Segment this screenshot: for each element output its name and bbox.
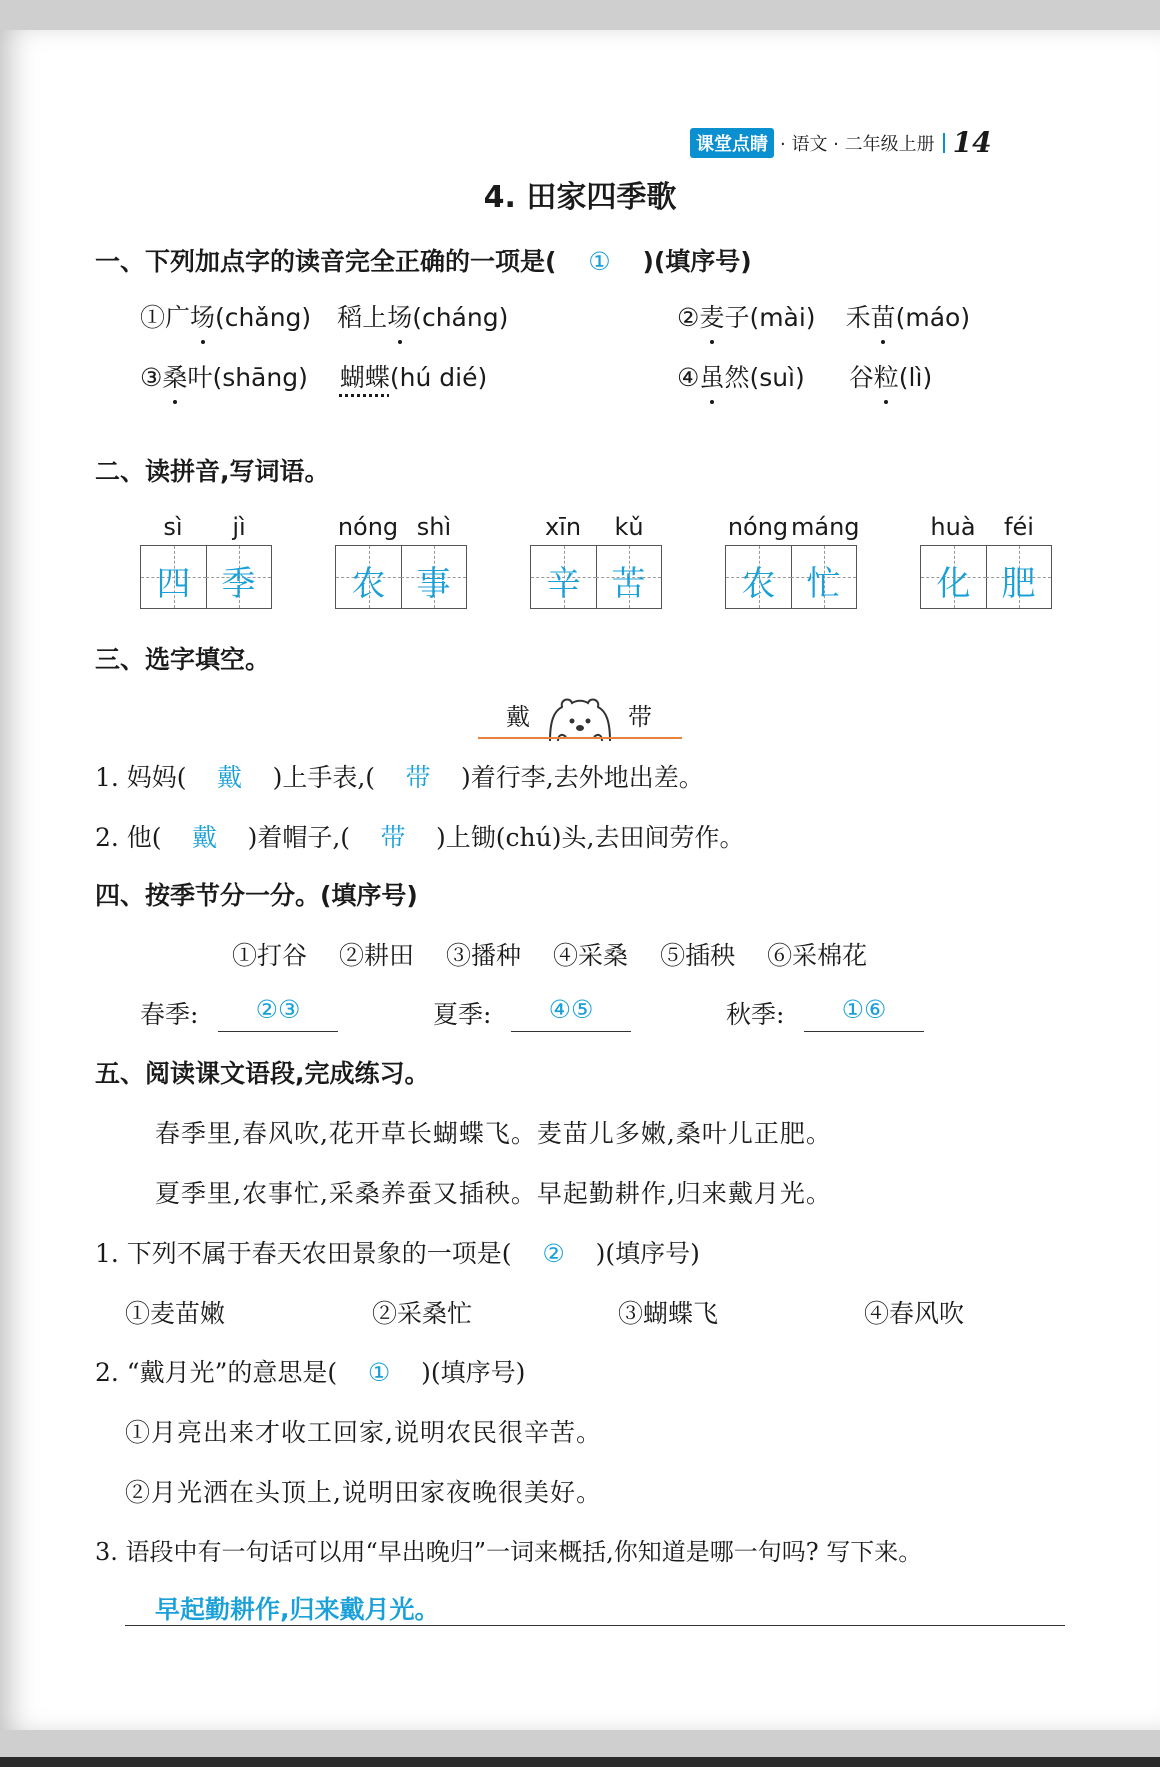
option-pinyin: (chǎng) bbox=[215, 303, 312, 332]
written-character: 辛 bbox=[546, 564, 581, 604]
option-text: 禾 bbox=[845, 303, 871, 332]
q4-heading: 四、按季节分一分。(填序号) bbox=[95, 881, 418, 910]
q5-sub2-opt-1: ①月亮出来才收工回家,说明农民很辛苦。 bbox=[125, 1418, 602, 1447]
season-item: ①打谷 bbox=[232, 941, 308, 970]
option-pinyin: 然(suì) bbox=[724, 363, 805, 392]
pinyin-2: jì bbox=[232, 513, 246, 541]
season-item: ⑥采棉花 bbox=[767, 941, 868, 970]
bottom-edge bbox=[0, 1757, 1160, 1767]
worksheet-page bbox=[0, 30, 1160, 1730]
season-item: ②耕田 bbox=[339, 941, 415, 970]
tianzige-box bbox=[530, 545, 662, 609]
q1-heading bbox=[95, 242, 752, 278]
pinyin-1: nóng bbox=[337, 513, 399, 541]
dotted-char: 虽 bbox=[699, 358, 724, 394]
pinyin-2: féi bbox=[1004, 513, 1034, 541]
q5-sub1-opt-4: ④春风吹 bbox=[864, 1299, 965, 1328]
written-character: 忙 bbox=[806, 564, 841, 604]
banner-underline bbox=[478, 737, 682, 739]
grid-cell bbox=[986, 546, 1051, 608]
option-pinyin: (máo) bbox=[895, 303, 971, 332]
answer-line bbox=[125, 1625, 1065, 1626]
sub-question: 2. “戴月光”的意思是( bbox=[95, 1358, 338, 1387]
grid-cell bbox=[206, 546, 271, 608]
tianzige-box bbox=[140, 545, 272, 609]
choice-2: 带 bbox=[628, 703, 652, 731]
option-number: ③ bbox=[140, 363, 163, 392]
q5-sub1-opt-3: ③蝴蝶飞 bbox=[618, 1299, 719, 1328]
option-pinyin: (hú dié) bbox=[389, 363, 488, 392]
written-character: 苦 bbox=[611, 564, 646, 604]
choice-1: 戴 bbox=[506, 703, 530, 731]
pinyin-2: máng bbox=[791, 513, 860, 541]
sub-question-end: )(填序号) bbox=[595, 1239, 700, 1268]
page-number: 14 bbox=[952, 126, 992, 159]
subject-label: · 语文 · 二年级上册 bbox=[780, 133, 935, 155]
q1-option-2 bbox=[677, 298, 970, 334]
q1-option-4 bbox=[677, 358, 932, 394]
season-item: ⑤插秧 bbox=[660, 941, 736, 970]
written-character: 化 bbox=[936, 564, 971, 604]
spring-label: 春季: bbox=[140, 1000, 199, 1029]
grid-cell bbox=[921, 546, 987, 608]
summer-blank bbox=[511, 1031, 631, 1032]
option-pinyin: 子(mài) bbox=[724, 303, 816, 332]
dotted-char: 蝴蝶 bbox=[339, 363, 390, 392]
q1-option-3 bbox=[140, 358, 487, 394]
written-character: 事 bbox=[416, 564, 451, 604]
q5-sub3-answer: 早起勤耕作,归来戴月光。 bbox=[155, 1595, 440, 1624]
grid-cell bbox=[141, 546, 207, 608]
page-header bbox=[690, 126, 992, 159]
brand-badge: 课堂点睛 bbox=[690, 128, 774, 158]
option-pinyin: (cháng) bbox=[412, 303, 509, 332]
spring-blank bbox=[218, 1031, 338, 1032]
q1-prompt: 一、下列加点字的读音完全正确的一项是( bbox=[95, 247, 557, 276]
written-character: 季 bbox=[221, 564, 256, 604]
line-text: )着帽子,( bbox=[247, 823, 351, 852]
sub-question-end: )(填序号) bbox=[421, 1358, 526, 1387]
sub2-answer: ① bbox=[367, 1358, 391, 1387]
season-item: ③播种 bbox=[446, 941, 522, 970]
bear-icon bbox=[544, 693, 616, 741]
q5-sub1-opt-2: ②采桑忙 bbox=[372, 1299, 473, 1328]
line-text: )着行李,去外地出差。 bbox=[461, 763, 704, 792]
q5-sub2-opt-2: ②月光洒在头顶上,说明田家夜晚很美好。 bbox=[125, 1478, 602, 1507]
q1-prompt-end: )(填序号) bbox=[642, 247, 752, 276]
season-item: ④采桑 bbox=[553, 941, 629, 970]
lesson-title: 4. 田家四季歌 bbox=[483, 180, 677, 215]
answer-2: 带 bbox=[405, 763, 431, 792]
spring-answer: ②③ bbox=[255, 995, 301, 1024]
option-text: 稻上 bbox=[337, 303, 388, 332]
written-character: 农 bbox=[741, 564, 776, 604]
autumn-label: 秋季: bbox=[726, 1000, 785, 1029]
dotted-char: 粒 bbox=[874, 358, 899, 394]
choice-banner bbox=[478, 693, 682, 741]
grid-cell bbox=[401, 546, 466, 608]
sub1-answer: ② bbox=[542, 1239, 565, 1268]
summer-label: 夏季: bbox=[433, 1000, 492, 1029]
grid-cell bbox=[596, 546, 661, 608]
tianzige-box bbox=[725, 545, 857, 609]
q2-heading: 二、读拼音,写词语。 bbox=[95, 457, 330, 486]
header-divider bbox=[943, 133, 945, 153]
tianzige-box bbox=[335, 545, 467, 609]
q5-sub1 bbox=[95, 1234, 700, 1270]
line-text: )上锄(chú)头,去田间劳作。 bbox=[436, 823, 745, 852]
option-pinyin: 叶(shāng) bbox=[187, 363, 308, 392]
dotted-char: 场 bbox=[190, 298, 215, 334]
q4-items bbox=[232, 936, 867, 972]
q3-line-2 bbox=[95, 818, 744, 854]
dotted-char: 桑 bbox=[162, 358, 187, 394]
pinyin-1: xīn bbox=[544, 513, 582, 541]
q1-answer: ① bbox=[588, 247, 611, 276]
q5-sub2 bbox=[95, 1353, 525, 1389]
grid-cell bbox=[531, 546, 597, 608]
q1-option-1 bbox=[140, 298, 508, 334]
q3-heading: 三、选字填空。 bbox=[95, 645, 271, 674]
q5-sub1-opt-1: ①麦苗嫩 bbox=[125, 1299, 226, 1328]
reading-para-1: 春季里,春风吹,花开草长蝴蝶飞。麦苗儿多嫩,桑叶儿正肥。 bbox=[155, 1119, 832, 1148]
written-character: 肥 bbox=[1001, 564, 1036, 604]
pinyin-2: shì bbox=[416, 513, 452, 541]
dotted-char: 苗 bbox=[871, 298, 896, 334]
option-number: ② bbox=[677, 303, 700, 332]
line-text: )上手表,( bbox=[272, 763, 376, 792]
option-text: 广 bbox=[165, 303, 191, 332]
pinyin-1: nóng bbox=[727, 513, 789, 541]
dotted-char: 场 bbox=[387, 298, 412, 334]
sub-question: 1. 下列不属于春天农田景象的一项是( bbox=[95, 1239, 512, 1268]
q5-heading: 五、阅读课文语段,完成练习。 bbox=[95, 1059, 430, 1088]
summer-answer: ④⑤ bbox=[548, 995, 594, 1024]
option-number: ① bbox=[140, 303, 166, 332]
written-character: 农 bbox=[351, 564, 386, 604]
answer-1: 戴 bbox=[217, 763, 243, 792]
option-pinyin: (lì) bbox=[898, 363, 933, 392]
line-text: 2. 他( bbox=[95, 823, 162, 852]
answer-2: 带 bbox=[380, 823, 406, 852]
grid-cell bbox=[791, 546, 856, 608]
grid-cell bbox=[726, 546, 792, 608]
q3-line-1 bbox=[95, 758, 704, 794]
option-number: ④ bbox=[677, 363, 700, 392]
pinyin-2: kǔ bbox=[614, 513, 644, 541]
dotted-char: 麦 bbox=[699, 298, 724, 334]
reading-para-2: 夏季里,农事忙,采桑养蚕又插秧。早起勤耕作,归来戴月光。 bbox=[155, 1179, 832, 1208]
grid-cell bbox=[336, 546, 402, 608]
pinyin-1: huà bbox=[930, 513, 976, 541]
autumn-blank bbox=[804, 1031, 924, 1032]
pinyin-1: sì bbox=[163, 513, 183, 541]
tianzige-box bbox=[920, 545, 1052, 609]
q5-sub3: 3. 语段中有一句话可以用“早出晚归”一词来概括,你知道是哪一句吗? 写下来。 bbox=[95, 1538, 923, 1566]
option-text: 谷 bbox=[848, 363, 874, 392]
answer-1: 戴 bbox=[192, 823, 218, 852]
line-text: 1. 妈妈( bbox=[95, 763, 187, 792]
written-character: 四 bbox=[156, 564, 191, 604]
autumn-answer: ①⑥ bbox=[841, 995, 887, 1024]
